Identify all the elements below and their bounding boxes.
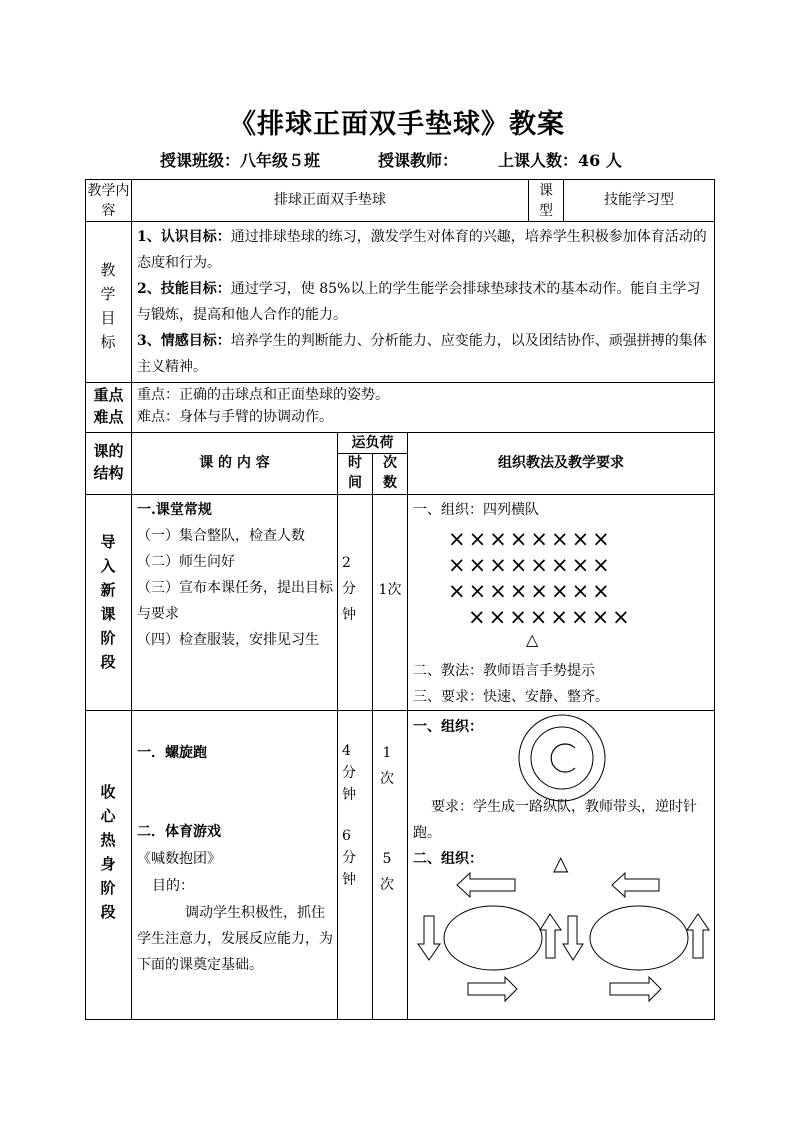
class-info: 授课班级：八年级５班	[160, 151, 321, 170]
stage-intro: 导入新课阶段	[100, 533, 116, 671]
arrow-up-icon	[540, 914, 561, 958]
intro-org: 一、组织：四列横队	[413, 502, 539, 518]
game-teacher-marker: △	[553, 851, 569, 875]
arrow-right-icon	[468, 977, 517, 1001]
intro-content	[137, 497, 335, 653]
run-requirement: 要求：学生成一路纵队，教师带头，逆时针跑。	[413, 799, 697, 841]
arrow-left-icon	[612, 873, 659, 897]
formation-row-4: ××××××××	[468, 605, 633, 629]
content-label: 教学内容	[87, 183, 130, 219]
lesson-type-label: 课型	[539, 183, 553, 219]
goal-cognitive: 1、认识目标：通过排球垫球的练习，激发学生对体育的兴趣，培养学生积极参加体育活动的态度和行为。	[137, 229, 707, 271]
intro-item-3: （三）宣布本课任务，提出目标与要求	[137, 580, 333, 622]
intro-requirement: 三、要求：快速、安静、整齐。	[413, 689, 609, 705]
formation-row-1: ××××××××	[448, 527, 613, 551]
teacher-marker: △	[526, 630, 539, 649]
time-header: 时间	[348, 455, 362, 491]
intro-item-1: （一）集合整队，检查人数	[137, 528, 305, 544]
game-time: 6分钟	[342, 828, 356, 888]
keypoints-label: 重点难点	[93, 386, 124, 426]
intro-heading: 一.课堂常规	[137, 502, 212, 518]
arrow-left-icon	[457, 873, 515, 897]
difficulty: 难点：身体与手臂的协调动作。	[137, 409, 333, 425]
run-count: 1次	[380, 745, 394, 787]
run-time: 4分钟	[342, 743, 356, 803]
content-header: 课 的 内 容	[199, 455, 270, 471]
lesson-type-value: 技能学习型	[604, 192, 674, 208]
stage-warmup: 收心热身阶段	[100, 783, 116, 921]
student-count: 上课人数：46 人	[498, 151, 622, 170]
content-value: 排球正面双手垫球	[274, 192, 386, 208]
arrow-down-icon	[418, 916, 440, 960]
formation-row-2: ××××××××	[448, 553, 613, 577]
arrow-down-icon	[563, 916, 583, 960]
game-diagram	[413, 870, 713, 1010]
goal-skill: 2、技能目标：通过学习，使 85%以上的学生能学会排球垫球技术的基本动作。能自主学习与锻炼，提高和他人合作的能力。	[137, 281, 701, 323]
subtitle-bar	[0, 148, 794, 172]
player-circle	[590, 906, 688, 970]
load-header: 运负荷	[351, 435, 394, 451]
warmup-org-2: 二、组织：	[413, 851, 483, 867]
arrow-up-icon	[687, 914, 709, 958]
teacher-info: 授课教师：	[378, 151, 459, 170]
document-title: 《排球正面双手垫球》教案	[229, 109, 565, 140]
spiral-run: 一．螺旋跑	[137, 745, 207, 761]
spiral-run-diagram	[515, 710, 605, 800]
goal-emotional: 3、情感目标：培养学生的判断能力、分析能力、应变能力，以及团结协作、顽强拼搏的集体主义精神。	[137, 333, 707, 375]
intro-item-2: （二）师生问好	[137, 554, 235, 570]
key-point: 重点：正确的击球点和正面垫球的姿势。	[137, 387, 389, 403]
arrow-right-icon	[610, 977, 661, 1001]
method-header: 组织教法及教学要求	[498, 455, 624, 471]
goals-list	[137, 224, 711, 380]
purpose-label: 目的：	[152, 878, 194, 894]
intro-item-4: （四）检查服装，安排见习生	[137, 632, 319, 648]
intro-method: 二、教法：教师语言手势提示	[413, 663, 595, 679]
game-count: 5次	[380, 851, 394, 893]
goals-label: 教学目标	[100, 261, 116, 351]
warmup-org-1: 一、组织：	[413, 719, 483, 735]
player-circle	[444, 906, 542, 970]
game-heading: 二．体育游戏	[137, 824, 221, 840]
count-header: 次数	[383, 455, 397, 491]
game-name: 《喊数抱团》	[137, 851, 221, 867]
intro-count: 1次	[378, 582, 402, 598]
structure-header: 课的结构	[93, 442, 124, 482]
keypoints-text	[137, 384, 711, 428]
formation-row-3: ××××××××	[448, 579, 613, 603]
purpose-text: 调动学生积极性，抓住学生注意力，发展反应能力，为下面的课奠定基础。	[137, 905, 333, 973]
intro-time: 2分钟	[342, 555, 356, 623]
